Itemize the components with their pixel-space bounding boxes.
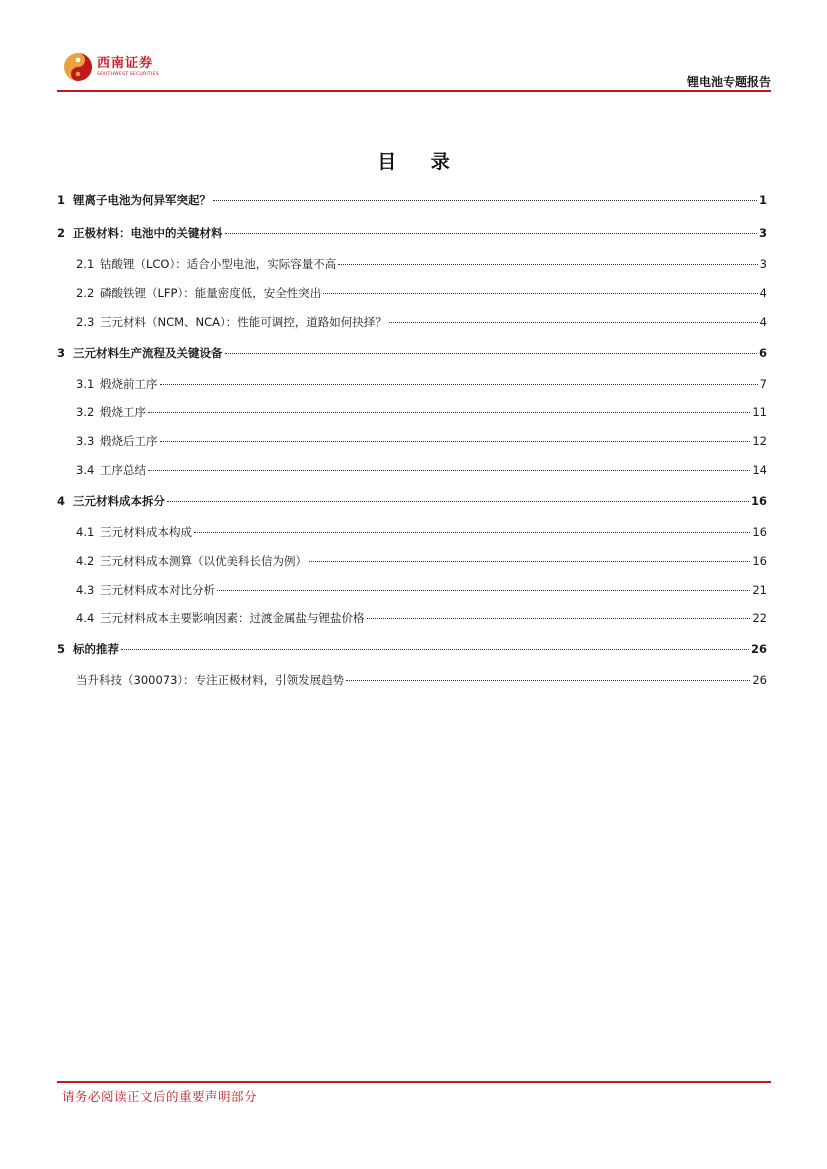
toc-entry-page-number: 12 [752,434,767,448]
toc-entry[interactable] [57,493,767,513]
toc-entry-title: 三元材料成本测算（以优美科长信为例） [100,554,307,568]
toc-dot-leader [160,441,751,442]
logo-chinese-name: 西南证券 [97,56,154,71]
toc-entry[interactable] [57,225,767,245]
toc-entry[interactable] [57,285,767,305]
toc-dot-leader [217,590,750,591]
toc-dot-leader [367,618,751,619]
toc-entry-number: 5 [57,642,66,656]
logo-english-name: SOUTHWEST SECURITIES [97,72,159,77]
toc-entry-number: 4 [57,494,66,508]
toc-entry-title: 煅烧前工序 [100,377,158,391]
toc-entry-title: 磷酸铁锂（LFP）：能量密度低，安全性突出 [100,286,322,300]
toc-entry-title: 三元材料成本对比分析 [100,583,215,597]
toc-entry-title: 三元材料成本构成 [100,525,192,539]
toc-entry-page-number: 7 [759,377,767,391]
toc-entry-title: 正极材料：电池中的关键材料 [73,226,223,240]
toc-dot-leader [213,200,757,201]
toc-entry-page-number: 21 [752,583,767,597]
toc-entry-page-number: 14 [752,463,767,477]
toc-entry[interactable] [57,433,767,453]
toc-entry-title: 当升科技（300073）：专注正极材料，引领发展趋势 [76,673,345,687]
toc-entry-title: 三元材料生产流程及关键设备 [73,346,223,360]
toc-entry-title: 锂离子电池为何异军突起？ [73,193,211,207]
toc-entry-number: 2.2 [76,286,95,300]
toc-dot-leader [338,264,757,265]
toc-entry-title: 煅烧工序 [100,405,146,419]
toc-entry-number: 2.1 [76,257,95,271]
toc-entry-number: 3.4 [76,463,95,477]
toc-entry[interactable] [57,462,767,482]
toc-entry-page-number: 4 [759,315,767,329]
logo-mark-icon [63,52,93,82]
toc-entry[interactable] [57,553,767,573]
toc-entry-number: 4.4 [76,611,95,625]
toc-entry-page-number: 16 [752,554,767,568]
toc-title: 目 录 [377,151,464,173]
toc-entry-title: 三元材料成本拆分 [73,494,165,508]
toc-entry-title: 标的推荐 [73,642,119,656]
toc-dot-leader [160,384,758,385]
toc-dot-leader [225,233,757,234]
toc-entry[interactable] [57,672,767,692]
toc-entry-page-number: 6 [758,346,767,360]
toc-entry-title: 三元材料成本主要影响因素：过渡金属盐与锂盐价格 [100,611,365,625]
toc-entry-page-number: 1 [758,193,767,207]
toc-entry-number: 2 [57,226,66,240]
toc-entry-title: 钴酸锂（LCO）：适合小型电池，实际容量不高 [100,257,337,271]
toc-dot-leader [148,470,750,471]
toc-entry-number: 3.2 [76,405,95,419]
toc-entry-number: 1 [57,193,66,207]
toc-entry-title: 三元材料（NCM、NCA）：性能可调控，道路如何抉择？ [100,315,387,329]
toc-dot-leader [148,412,750,413]
toc-entry[interactable] [57,314,767,334]
toc-entry[interactable] [57,524,767,544]
toc-entry-page-number: 16 [752,525,767,539]
page-header [57,48,771,92]
toc-entry[interactable] [57,641,767,661]
toc-entry-number: 3 [57,346,66,360]
toc-entry-number: 3.3 [76,434,95,448]
toc-entry-title: 煅烧后工序 [100,434,158,448]
toc-entry[interactable] [57,192,767,212]
toc-entry-number: 2.3 [76,315,95,329]
toc-entry-page-number: 26 [750,642,767,656]
toc-entry[interactable] [57,610,767,630]
toc-dot-leader [194,532,750,533]
toc-entry-number: 3.1 [76,377,95,391]
toc-entry-page-number: 4 [759,286,767,300]
toc-entry-title: 工序总结 [100,463,146,477]
toc-entry-page-number: 22 [752,611,767,625]
toc-entry-number: 4.2 [76,554,95,568]
toc-entry[interactable] [57,376,767,396]
header-divider [57,90,771,92]
toc-entry-page-number: 3 [759,257,767,271]
toc-entry-page-number: 26 [752,673,767,687]
toc-entry-number: 4.1 [76,525,95,539]
toc-dot-leader [323,293,757,294]
toc-entry[interactable] [57,404,767,424]
toc-dot-leader [389,322,758,323]
footer-divider [57,1081,771,1083]
toc-entry-page-number: 16 [750,494,767,508]
toc-entry-page-number: 11 [752,405,767,419]
footer-disclaimer-note: 请务必阅读正文后的重要声明部分 [62,1089,258,1104]
toc-entry[interactable] [57,345,767,365]
report-type-label: 锂电池专题报告 [686,75,771,89]
toc-entry[interactable] [57,582,767,602]
toc-dot-leader [346,680,750,681]
toc-entry-number: 4.3 [76,583,95,597]
toc-dot-leader [167,501,749,502]
toc-entry-page-number: 3 [758,226,767,240]
toc-dot-leader [225,353,757,354]
toc-dot-leader [309,561,750,562]
toc-dot-leader [121,649,749,650]
toc-entry[interactable] [57,256,767,276]
company-logo [63,50,159,84]
